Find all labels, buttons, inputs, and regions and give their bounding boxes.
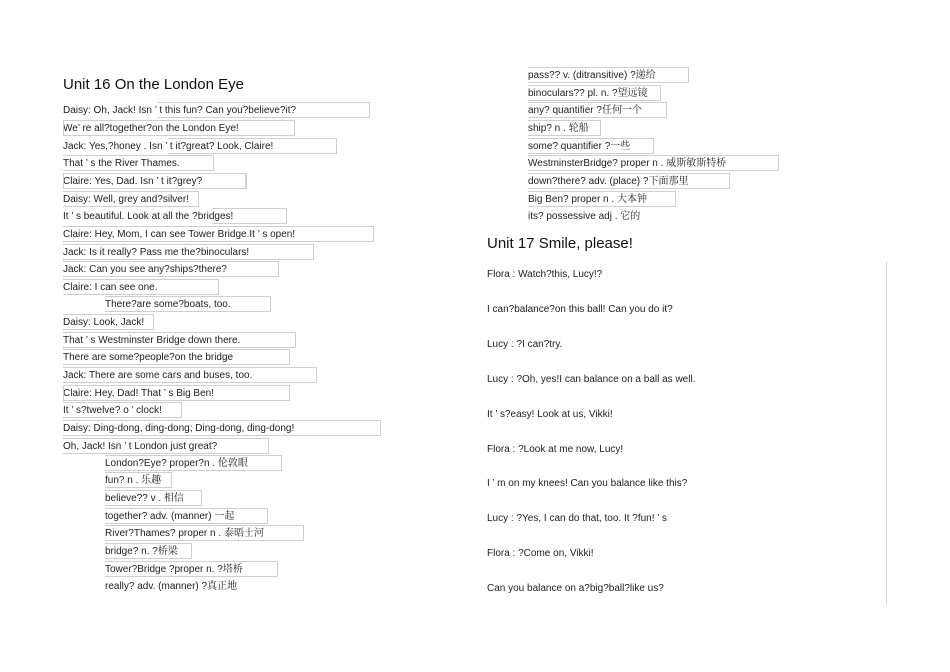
vocab-item: some? quantifier ?一些 bbox=[528, 141, 631, 152]
vocab-item: really? adv. (manner) ?真正地 bbox=[105, 581, 238, 592]
vocab-item: WestminsterBridge? proper n . 威斯敏斯特桥 bbox=[528, 158, 727, 169]
dialogue-line: It ’ s?twelve? o ’ clock! bbox=[63, 405, 162, 416]
vocab-item: fun? n . 乐趣 bbox=[105, 475, 162, 486]
vocab-item: ship? n . 轮船 bbox=[528, 123, 589, 134]
dialogue-line: That ’ s Westminster Bridge down there. bbox=[63, 335, 241, 346]
vocab-item: bridge? n. ?桥梁 bbox=[105, 546, 178, 557]
dialogue-line: Oh, Jack! Isn ’ t London just great? bbox=[63, 441, 218, 452]
dialogue-line: Lucy : ?Yes, I can do that, too. It ?fun! ’ s bbox=[487, 513, 667, 524]
dialogue-line: We’ re all?together?on the London Eye! bbox=[63, 123, 239, 134]
dialogue-line: Claire: Yes, Dad. Isn ’ t it?grey? bbox=[63, 176, 203, 187]
dialogue-line: Flora : ?Come on, Vikki! bbox=[487, 548, 594, 559]
vocab-item: any? quantifier ?任何一个 bbox=[528, 105, 642, 116]
vocab-item: together? adv. (manner) 一起 bbox=[105, 511, 235, 522]
dialogue-line: Jack: Is it really? Pass me the?binoculars! bbox=[63, 247, 250, 258]
dialogue-line: Daisy: Look, Jack! bbox=[63, 317, 145, 328]
text-box-outline bbox=[208, 173, 246, 189]
unit-17-title: Unit 17 Smile, please! bbox=[487, 235, 633, 252]
unit-16-title: Unit 16 On the London Eye bbox=[63, 76, 244, 93]
dialogue-line: Flora : ?Look at me now, Lucy! bbox=[487, 444, 624, 455]
dialogue-line: There?are some?boats, too. bbox=[105, 299, 231, 310]
dialogue-line: I can?balance?on this ball! Can you do it? bbox=[487, 304, 673, 315]
dialogue-line: Can you balance on a?big?ball?like us? bbox=[487, 583, 664, 594]
dialogue-line: Claire: I can see one. bbox=[63, 282, 158, 293]
dialogue-line: Claire: Hey, Dad! That ’ s Big Ben! bbox=[63, 388, 214, 399]
vocab-item: Big Ben? proper n . 大本钟 bbox=[528, 194, 647, 205]
dialogue-line: Daisy: Well, grey and?silver! bbox=[63, 194, 189, 205]
dialogue-line: It ’ s beautiful. Look at all the ?bridges! bbox=[63, 211, 234, 222]
dialogue-line: It ’ s?easy! Look at us, Vikki! bbox=[487, 409, 613, 420]
vocab-item: binoculars?? pl. n. ?望远镜 bbox=[528, 88, 648, 99]
column-divider bbox=[886, 262, 887, 605]
dialogue-line: Lucy : ?Oh, yes!I can balance on a ball as well. bbox=[487, 374, 696, 385]
dialogue-line: Claire: Hey, Mom, I can see Tower Bridge.It ’ s open! bbox=[63, 229, 296, 240]
vocab-item: down?there? adv. (place) ?下面那里 bbox=[528, 176, 689, 187]
vocab-item: believe?? v . 相信 bbox=[105, 493, 184, 504]
vocab-item: pass?? v. (ditransitive) ?递给 bbox=[528, 70, 656, 81]
vocab-item: Tower?Bridge ?proper n. ?塔桥 bbox=[105, 564, 243, 575]
dialogue-line: Flora : Watch?this, Lucy!? bbox=[487, 269, 603, 280]
vocab-item: River?Thames? proper n . 泰晤士河 bbox=[105, 528, 264, 539]
dialogue-line: Lucy : ?I can?try. bbox=[487, 339, 563, 350]
vocab-item: its? possessive adj . 它的 bbox=[528, 211, 641, 222]
vocab-item: London?Eye? proper?n . 伦敦眼 bbox=[105, 458, 248, 469]
dialogue-line: Jack: There are some cars and buses, too. bbox=[63, 370, 253, 381]
dialogue-line: Jack: Yes,?honey . Isn ’ t it?great? Look, Claire! bbox=[63, 141, 274, 152]
dialogue-line: Jack: Can you see any?ships?there? bbox=[63, 264, 227, 275]
dialogue-line: Daisy: Oh, Jack! Isn ’ t this fun? Can you?believe?it? bbox=[63, 105, 297, 116]
dialogue-line: That ’ s the River Thames. bbox=[63, 158, 180, 169]
dialogue-line: There are some?people?on the bridge bbox=[63, 352, 234, 363]
dialogue-line: I ’ m on my knees! Can you balance like this? bbox=[487, 478, 688, 489]
dialogue-line: Daisy: Ding-dong, ding-dong; Ding-dong, ding-dong! bbox=[63, 423, 295, 434]
